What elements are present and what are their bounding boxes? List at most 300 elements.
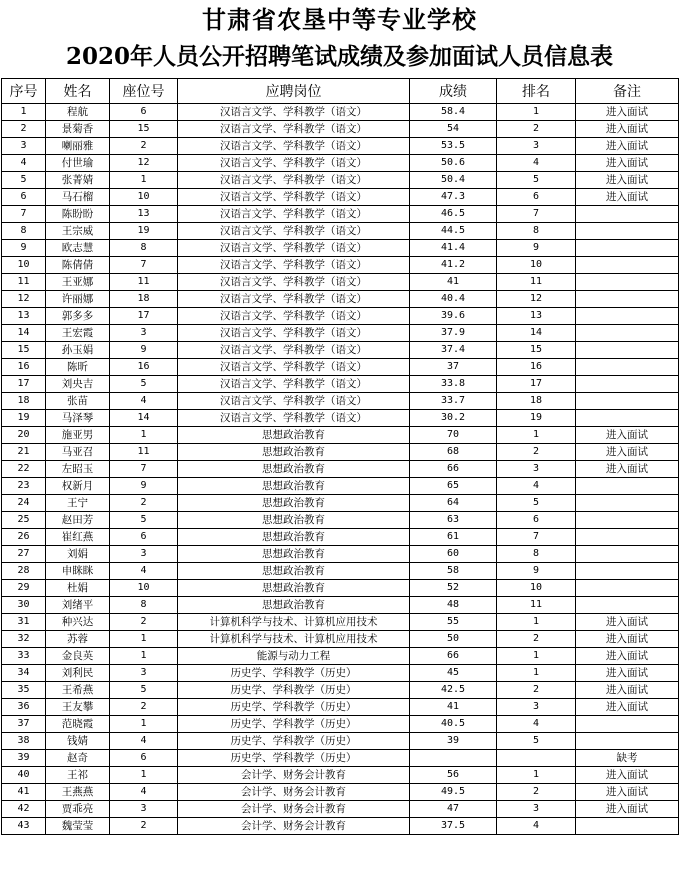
cell-index: 32 (2, 631, 46, 648)
cell-score: 55 (410, 614, 497, 631)
cell-score: 58 (410, 563, 497, 580)
table-row (2, 478, 679, 495)
table-row (2, 359, 679, 376)
cell-seat: 4 (110, 393, 178, 410)
cell-seat: 5 (110, 682, 178, 699)
header-name: 姓名 (46, 79, 110, 104)
table-row (2, 189, 679, 206)
cell-score: 58.4 (410, 104, 497, 121)
cell-name: 钱婧 (46, 733, 110, 750)
cell-remark: 进入面试 (576, 648, 679, 665)
cell-remark (576, 308, 679, 325)
cell-position: 汉语言文学、学科教学（语文） (178, 121, 410, 138)
cell-position: 汉语言文学、学科教学（语文） (178, 274, 410, 291)
cell-remark: 进入面试 (576, 121, 679, 138)
cell-position: 历史学、学科教学（历史） (178, 716, 410, 733)
table-row (2, 750, 679, 767)
table-row (2, 546, 679, 563)
cell-position: 汉语言文学、学科教学（语文） (178, 223, 410, 240)
cell-remark (576, 818, 679, 835)
cell-name: 陈昕 (46, 359, 110, 376)
cell-seat: 2 (110, 699, 178, 716)
header-remark: 备注 (576, 79, 679, 104)
cell-position: 汉语言文学、学科教学（语文） (178, 325, 410, 342)
cell-score: 41.4 (410, 240, 497, 257)
cell-name: 刘利民 (46, 665, 110, 682)
cell-score: 37.5 (410, 818, 497, 835)
cell-name: 王祁 (46, 767, 110, 784)
cell-position: 思想政治教育 (178, 444, 410, 461)
cell-rank: 3 (497, 801, 576, 818)
cell-remark (576, 478, 679, 495)
cell-position: 思想政治教育 (178, 563, 410, 580)
cell-rank: 13 (497, 308, 576, 325)
cell-rank: 2 (497, 682, 576, 699)
cell-index: 12 (2, 291, 46, 308)
cell-index: 7 (2, 206, 46, 223)
cell-index: 5 (2, 172, 46, 189)
cell-index: 29 (2, 580, 46, 597)
cell-score: 49.5 (410, 784, 497, 801)
cell-seat: 2 (110, 614, 178, 631)
cell-remark (576, 529, 679, 546)
cell-index: 9 (2, 240, 46, 257)
table-row (2, 393, 679, 410)
cell-seat: 12 (110, 155, 178, 172)
cell-seat: 1 (110, 427, 178, 444)
cell-name: 种兴达 (46, 614, 110, 631)
cell-remark (576, 580, 679, 597)
cell-rank: 10 (497, 257, 576, 274)
cell-position: 汉语言文学、学科教学（语文） (178, 342, 410, 359)
cell-remark: 进入面试 (576, 614, 679, 631)
cell-rank: 3 (497, 138, 576, 155)
document-subtitle: 2020年人员公开招聘笔试成绩及参加面试人员信息表 (65, 43, 613, 70)
cell-seat: 10 (110, 580, 178, 597)
cell-seat: 15 (110, 121, 178, 138)
cell-remark: 进入面试 (576, 767, 679, 784)
cell-position: 汉语言文学、学科教学（语文） (178, 155, 410, 172)
cell-seat: 1 (110, 172, 178, 189)
cell-seat: 9 (110, 342, 178, 359)
cell-remark (576, 223, 679, 240)
header-score: 成绩 (410, 79, 497, 104)
cell-name: 刘绪平 (46, 597, 110, 614)
cell-position: 会计学、财务会计教育 (178, 784, 410, 801)
cell-seat: 4 (110, 563, 178, 580)
cell-position: 汉语言文学、学科教学（语文） (178, 189, 410, 206)
table-row (2, 818, 679, 835)
document-title: 甘肃省农垦中等专业学校 (202, 5, 477, 34)
cell-index: 15 (2, 342, 46, 359)
table-row (2, 495, 679, 512)
cell-position: 汉语言文学、学科教学（语文） (178, 172, 410, 189)
cell-score: 66 (410, 461, 497, 478)
cell-score: 63 (410, 512, 497, 529)
cell-position: 汉语言文学、学科教学（语文） (178, 104, 410, 121)
table-row (2, 342, 679, 359)
cell-position: 汉语言文学、学科教学（语文） (178, 393, 410, 410)
cell-score: 40.4 (410, 291, 497, 308)
cell-index: 26 (2, 529, 46, 546)
cell-score: 41 (410, 699, 497, 716)
cell-index: 20 (2, 427, 46, 444)
cell-remark: 进入面试 (576, 461, 679, 478)
cell-seat: 1 (110, 767, 178, 784)
cell-index: 21 (2, 444, 46, 461)
cell-seat: 1 (110, 648, 178, 665)
table-row (2, 801, 679, 818)
cell-remark: 进入面试 (576, 784, 679, 801)
cell-rank: 18 (497, 393, 576, 410)
cell-seat: 2 (110, 495, 178, 512)
table-row (2, 240, 679, 257)
cell-score: 61 (410, 529, 497, 546)
cell-score: 41 (410, 274, 497, 291)
cell-rank: 6 (497, 512, 576, 529)
cell-seat: 11 (110, 444, 178, 461)
cell-name: 赵奇 (46, 750, 110, 767)
cell-rank: 6 (497, 189, 576, 206)
table-row (2, 104, 679, 121)
cell-name: 陈盼盼 (46, 206, 110, 223)
cell-remark (576, 597, 679, 614)
cell-rank: 4 (497, 818, 576, 835)
cell-remark (576, 359, 679, 376)
header-rank: 排名 (497, 79, 576, 104)
cell-score: 47.3 (410, 189, 497, 206)
cell-rank: 16 (497, 359, 576, 376)
cell-rank: 11 (497, 274, 576, 291)
cell-position: 思想政治教育 (178, 580, 410, 597)
cell-seat: 9 (110, 478, 178, 495)
cell-remark: 进入面试 (576, 155, 679, 172)
cell-position: 汉语言文学、学科教学（语文） (178, 376, 410, 393)
cell-position: 历史学、学科教学（历史） (178, 699, 410, 716)
cell-remark: 进入面试 (576, 427, 679, 444)
header-index: 序号 (2, 79, 46, 104)
cell-score: 47 (410, 801, 497, 818)
cell-score: 45 (410, 665, 497, 682)
cell-remark (576, 291, 679, 308)
cell-name: 左昭玉 (46, 461, 110, 478)
cell-remark (576, 546, 679, 563)
results-table (1, 78, 679, 835)
cell-remark: 进入面试 (576, 104, 679, 121)
cell-remark (576, 495, 679, 512)
table-row (2, 733, 679, 750)
cell-index: 40 (2, 767, 46, 784)
cell-index: 36 (2, 699, 46, 716)
table-row (2, 665, 679, 682)
table-row (2, 121, 679, 138)
cell-position: 汉语言文学、学科教学（语文） (178, 359, 410, 376)
cell-remark: 进入面试 (576, 172, 679, 189)
cell-remark: 进入面试 (576, 699, 679, 716)
cell-seat: 13 (110, 206, 178, 223)
cell-rank: 1 (497, 767, 576, 784)
cell-name: 赵田芳 (46, 512, 110, 529)
table-row (2, 580, 679, 597)
cell-rank: 19 (497, 410, 576, 427)
cell-rank: 2 (497, 631, 576, 648)
cell-rank: 15 (497, 342, 576, 359)
cell-index: 39 (2, 750, 46, 767)
cell-seat: 11 (110, 274, 178, 291)
cell-seat: 16 (110, 359, 178, 376)
cell-remark: 进入面试 (576, 189, 679, 206)
cell-position: 汉语言文学、学科教学（语文） (178, 138, 410, 155)
table-row (2, 614, 679, 631)
table-row (2, 716, 679, 733)
cell-rank: 5 (497, 495, 576, 512)
cell-seat: 19 (110, 223, 178, 240)
table-row (2, 631, 679, 648)
cell-name: 陈倩倩 (46, 257, 110, 274)
cell-name: 张菁婧 (46, 172, 110, 189)
cell-index: 11 (2, 274, 46, 291)
cell-rank (497, 750, 576, 767)
cell-score: 50 (410, 631, 497, 648)
cell-position: 汉语言文学、学科教学（语文） (178, 240, 410, 257)
cell-name: 马石榴 (46, 189, 110, 206)
cell-index: 41 (2, 784, 46, 801)
cell-seat: 1 (110, 631, 178, 648)
header-seat: 座位号 (110, 79, 178, 104)
cell-index: 34 (2, 665, 46, 682)
cell-remark: 进入面试 (576, 631, 679, 648)
cell-name: 范晓霞 (46, 716, 110, 733)
table-row (2, 376, 679, 393)
cell-index: 24 (2, 495, 46, 512)
cell-rank: 2 (497, 444, 576, 461)
cell-rank: 2 (497, 784, 576, 801)
cell-seat: 4 (110, 733, 178, 750)
cell-index: 27 (2, 546, 46, 563)
cell-index: 2 (2, 121, 46, 138)
cell-position: 会计学、财务会计教育 (178, 767, 410, 784)
cell-position: 思想政治教育 (178, 495, 410, 512)
cell-score: 56 (410, 767, 497, 784)
table-row (2, 767, 679, 784)
cell-score: 44.5 (410, 223, 497, 240)
table-row (2, 257, 679, 274)
cell-rank: 3 (497, 699, 576, 716)
cell-index: 23 (2, 478, 46, 495)
cell-name: 杜娟 (46, 580, 110, 597)
cell-seat: 2 (110, 818, 178, 835)
cell-position: 思想政治教育 (178, 529, 410, 546)
cell-score: 68 (410, 444, 497, 461)
cell-name: 刘娟 (46, 546, 110, 563)
cell-remark (576, 274, 679, 291)
cell-index: 43 (2, 818, 46, 835)
cell-rank: 4 (497, 716, 576, 733)
cell-rank: 12 (497, 291, 576, 308)
cell-seat: 5 (110, 376, 178, 393)
cell-score: 40.5 (410, 716, 497, 733)
cell-score: 39 (410, 733, 497, 750)
cell-seat: 5 (110, 512, 178, 529)
cell-remark (576, 206, 679, 223)
cell-position: 会计学、财务会计教育 (178, 818, 410, 835)
cell-name: 王燕燕 (46, 784, 110, 801)
cell-name: 金良英 (46, 648, 110, 665)
cell-position: 能源与动力工程 (178, 648, 410, 665)
cell-seat: 10 (110, 189, 178, 206)
cell-remark: 进入面试 (576, 444, 679, 461)
cell-rank: 10 (497, 580, 576, 597)
cell-score: 65 (410, 478, 497, 495)
cell-index: 3 (2, 138, 46, 155)
cell-seat: 6 (110, 104, 178, 121)
cell-score: 48 (410, 597, 497, 614)
table-row (2, 172, 679, 189)
cell-name: 魏莹莹 (46, 818, 110, 835)
cell-name: 贾乖亮 (46, 801, 110, 818)
cell-score: 50.4 (410, 172, 497, 189)
cell-index: 8 (2, 223, 46, 240)
cell-name: 张苗 (46, 393, 110, 410)
cell-remark (576, 393, 679, 410)
cell-score: 39.6 (410, 308, 497, 325)
table-row (2, 699, 679, 716)
cell-position: 历史学、学科教学（历史） (178, 750, 410, 767)
cell-position: 历史学、学科教学（历史） (178, 665, 410, 682)
cell-rank: 5 (497, 172, 576, 189)
cell-index: 42 (2, 801, 46, 818)
cell-seat: 4 (110, 784, 178, 801)
cell-score: 52 (410, 580, 497, 597)
cell-remark: 进入面试 (576, 138, 679, 155)
cell-position: 思想政治教育 (178, 427, 410, 444)
table-row (2, 461, 679, 478)
cell-position: 思想政治教育 (178, 597, 410, 614)
cell-score: 50.6 (410, 155, 497, 172)
cell-remark (576, 716, 679, 733)
cell-rank: 11 (497, 597, 576, 614)
cell-index: 19 (2, 410, 46, 427)
cell-position: 历史学、学科教学（历史） (178, 682, 410, 699)
table-row (2, 308, 679, 325)
table-row (2, 155, 679, 172)
cell-name: 苏蓉 (46, 631, 110, 648)
cell-name: 许丽娜 (46, 291, 110, 308)
cell-score: 42.5 (410, 682, 497, 699)
cell-index: 25 (2, 512, 46, 529)
cell-remark (576, 410, 679, 427)
cell-name: 喇丽雅 (46, 138, 110, 155)
cell-seat: 3 (110, 546, 178, 563)
cell-remark (576, 563, 679, 580)
cell-position: 汉语言文学、学科教学（语文） (178, 410, 410, 427)
cell-rank: 5 (497, 733, 576, 750)
cell-remark: 进入面试 (576, 682, 679, 699)
table-row (2, 410, 679, 427)
cell-name: 程航 (46, 104, 110, 121)
cell-name: 王友攀 (46, 699, 110, 716)
cell-index: 33 (2, 648, 46, 665)
cell-name: 王希燕 (46, 682, 110, 699)
cell-rank: 9 (497, 240, 576, 257)
cell-score: 46.5 (410, 206, 497, 223)
cell-name: 景菊香 (46, 121, 110, 138)
cell-name: 王宁 (46, 495, 110, 512)
table-row (2, 291, 679, 308)
cell-position: 思想政治教育 (178, 478, 410, 495)
cell-score: 66 (410, 648, 497, 665)
cell-index: 28 (2, 563, 46, 580)
cell-score: 30.2 (410, 410, 497, 427)
cell-remark (576, 512, 679, 529)
cell-index: 38 (2, 733, 46, 750)
cell-score: 64 (410, 495, 497, 512)
cell-index: 22 (2, 461, 46, 478)
table-row (2, 597, 679, 614)
cell-score: 33.8 (410, 376, 497, 393)
cell-rank: 1 (497, 104, 576, 121)
cell-rank: 1 (497, 614, 576, 631)
cell-position: 汉语言文学、学科教学（语文） (178, 291, 410, 308)
cell-score: 53.5 (410, 138, 497, 155)
cell-rank: 7 (497, 529, 576, 546)
cell-name: 申眯眯 (46, 563, 110, 580)
table-row (2, 427, 679, 444)
cell-seat: 3 (110, 665, 178, 682)
table-header-row (2, 79, 679, 104)
cell-position: 历史学、学科教学（历史） (178, 733, 410, 750)
table-row (2, 444, 679, 461)
cell-seat: 1 (110, 716, 178, 733)
cell-index: 10 (2, 257, 46, 274)
cell-name: 王宗威 (46, 223, 110, 240)
cell-position: 思想政治教育 (178, 546, 410, 563)
cell-seat: 18 (110, 291, 178, 308)
table-row (2, 138, 679, 155)
cell-position: 计算机科学与技术、计算机应用技术 (178, 614, 410, 631)
cell-remark (576, 733, 679, 750)
cell-name: 权新月 (46, 478, 110, 495)
table-row (2, 325, 679, 342)
cell-rank: 8 (497, 223, 576, 240)
cell-rank: 1 (497, 648, 576, 665)
cell-score (410, 750, 497, 767)
cell-index: 37 (2, 716, 46, 733)
cell-seat: 6 (110, 750, 178, 767)
cell-rank: 1 (497, 427, 576, 444)
cell-rank: 8 (497, 546, 576, 563)
cell-rank: 14 (497, 325, 576, 342)
cell-remark (576, 240, 679, 257)
cell-remark (576, 257, 679, 274)
cell-name: 崔红燕 (46, 529, 110, 546)
cell-seat: 7 (110, 461, 178, 478)
cell-index: 35 (2, 682, 46, 699)
cell-seat: 14 (110, 410, 178, 427)
cell-position: 汉语言文学、学科教学（语文） (178, 257, 410, 274)
cell-index: 13 (2, 308, 46, 325)
cell-position: 思想政治教育 (178, 461, 410, 478)
cell-rank: 9 (497, 563, 576, 580)
cell-index: 16 (2, 359, 46, 376)
cell-name: 王宏霞 (46, 325, 110, 342)
cell-index: 4 (2, 155, 46, 172)
table-row (2, 206, 679, 223)
table-row (2, 648, 679, 665)
cell-seat: 2 (110, 138, 178, 155)
cell-remark: 缺考 (576, 750, 679, 767)
cell-score: 37 (410, 359, 497, 376)
